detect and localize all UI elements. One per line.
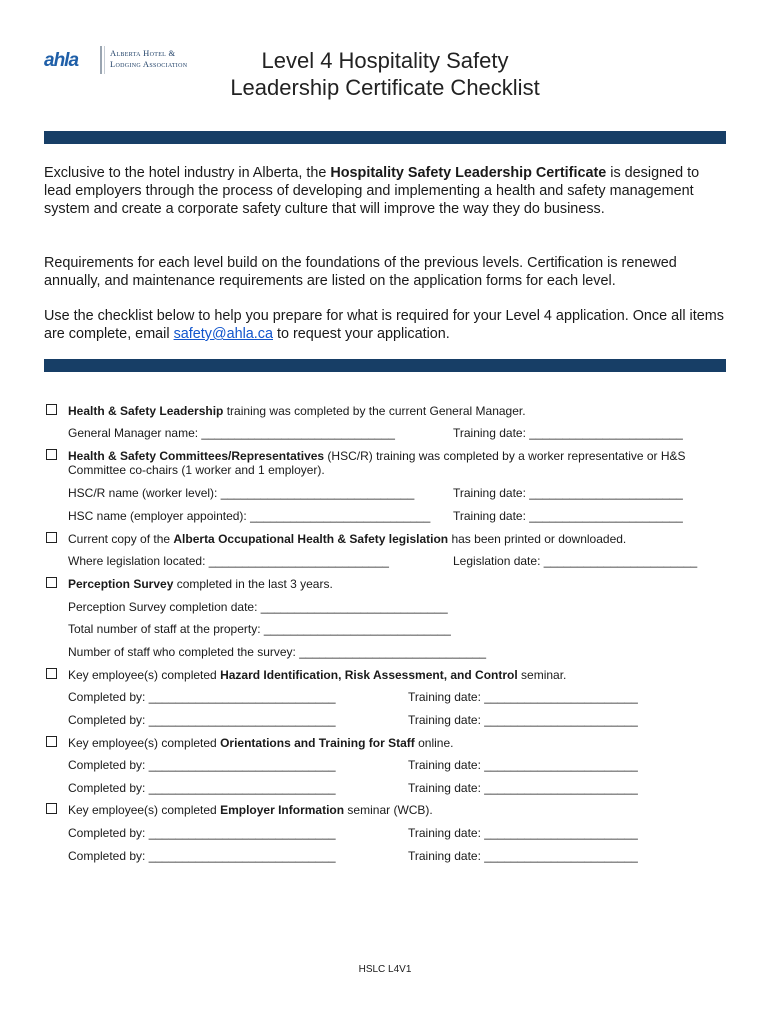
checklist-divider-band — [44, 359, 726, 372]
field-label: Perception Survey completion date: ____________________________ — [68, 600, 448, 614]
item-text-bold: Perception Survey — [68, 577, 174, 591]
field-label: Where legislation located: ___________________________ — [68, 554, 389, 568]
field-label: HSC name (employer appointed): ___________________________ — [68, 509, 431, 523]
item-text-bold: Alberta Occupational Health & Safety legislation — [173, 532, 449, 546]
field-label: Completed by: ____________________________ — [68, 758, 336, 772]
intro-p1-post: is designed to lead employers through the process of developing and implementing a health and safety management system and create a corporate safety culture that will improve the way they do business. — [44, 165, 700, 217]
field-label: Completed by: ____________________________ — [68, 826, 336, 840]
checkbox-icon[interactable] — [46, 668, 57, 679]
field-label: Completed by: ____________________________ — [68, 690, 336, 704]
intro-paragraph-1 — [44, 164, 728, 218]
checkbox-icon[interactable] — [46, 532, 57, 543]
checklist-item-text — [68, 668, 728, 682]
field-label: Training date: _______________________ — [453, 486, 683, 500]
item-text-bold: Orientations and Training for Staff — [220, 736, 415, 750]
field-label: Completed by: ____________________________ — [68, 849, 336, 863]
item-text-post: seminar. — [517, 668, 567, 682]
checkbox-icon[interactable] — [46, 803, 57, 814]
field-label: General Manager name: _____________________________ — [68, 426, 395, 440]
intro-p3-pre: Use the checklist below to help you prepare for what is required for your Level 4 application. Once all items are complete, email — [44, 308, 724, 342]
item-text-pre: Key employee(s) completed — [68, 736, 221, 750]
field-label: Number of staff who completed the survey: ____________________________ — [68, 645, 487, 659]
intro-paragraph-2: Requirements for each level build on the foundations of the previous levels. Certification is renewed annually, and maintenance requirements are listed on the application forms for each level. — [44, 255, 677, 289]
item-text-bold: Health & Safety Committees/Representatives — [68, 449, 325, 463]
logo-org-line1: Alberta Hotel & — [110, 48, 176, 58]
logo-divider — [100, 46, 102, 74]
item-text-post: has been printed or downloaded. — [448, 532, 627, 546]
item-text-post: completed in the last 3 years. — [173, 577, 333, 591]
field-label: Total number of staff at the property: ____________________________ — [68, 622, 451, 636]
checkbox-icon[interactable] — [46, 736, 57, 747]
page-title-line1: Level 4 Hospitality Safety — [261, 48, 509, 73]
footer-code: HSLC L4V1 — [358, 964, 412, 975]
checklist-item-text — [68, 577, 728, 591]
item-text-pre: Current copy of the — [68, 532, 174, 546]
email-link[interactable]: safety@ahla.ca — [173, 326, 273, 342]
intro-p1-bold: Hospitality Safety Leadership Certificate — [330, 165, 607, 181]
checklist-item-text — [68, 404, 728, 418]
field-label: Training date: _______________________ — [453, 509, 683, 523]
item-text-bold: Employer Information — [220, 803, 345, 817]
field-label: HSC/R name (worker level): _____________________________ — [68, 486, 415, 500]
header-divider-band — [44, 131, 726, 144]
item-text-post: online. — [414, 736, 454, 750]
field-label: Training date: _______________________ — [408, 826, 638, 840]
field-label: Legislation date: _______________________ — [453, 554, 698, 568]
field-label: Training date: _______________________ — [408, 690, 638, 704]
intro-p1-pre: Exclusive to the hotel industry in Alberta, the — [44, 165, 331, 181]
logo-divider-thin — [104, 46, 105, 74]
item-text-pre: Key employee(s) completed — [68, 803, 221, 817]
page-title — [190, 47, 580, 101]
field-label: Completed by: ____________________________ — [68, 713, 336, 727]
item-text-pre: Key employee(s) completed — [68, 668, 221, 682]
checkbox-icon[interactable] — [46, 404, 57, 415]
page-title-line2: Leadership Certificate Checklist — [230, 75, 540, 100]
intro-p3-post: to request your application. — [273, 326, 450, 342]
field-label: Completed by: ____________________________ — [68, 781, 336, 795]
item-text-post: (HSC/R) training was completed by a worker representative or H&S Committee co-chairs (1 worker and 1 employer). — [68, 449, 686, 477]
item-text-post: seminar (WCB). — [344, 803, 433, 817]
checklist-item-text — [68, 449, 728, 477]
item-text-bold: Hazard Identification, Risk Assessment, and Control — [220, 668, 518, 682]
checklist-item-text — [68, 532, 728, 546]
checkbox-icon[interactable] — [46, 577, 57, 588]
field-label: Training date: _______________________ — [408, 713, 638, 727]
item-text-bold: Health & Safety Leadership — [68, 404, 224, 418]
field-label: Training date: _______________________ — [408, 781, 638, 795]
checkbox-icon[interactable] — [46, 449, 57, 460]
ahla-logo — [44, 44, 214, 78]
logo-mark: ahla — [44, 50, 79, 71]
field-label: Training date: _______________________ — [453, 426, 683, 440]
field-label: Training date: _______________________ — [408, 758, 638, 772]
item-text-post: training was completed by the current General Manager. — [223, 404, 526, 418]
checklist-item-text — [68, 736, 728, 750]
intro-paragraph-3 — [44, 307, 728, 343]
checklist-item-text — [68, 803, 728, 817]
field-label: Training date: _______________________ — [408, 849, 638, 863]
logo-org-line2: Lodging Association — [110, 59, 188, 69]
